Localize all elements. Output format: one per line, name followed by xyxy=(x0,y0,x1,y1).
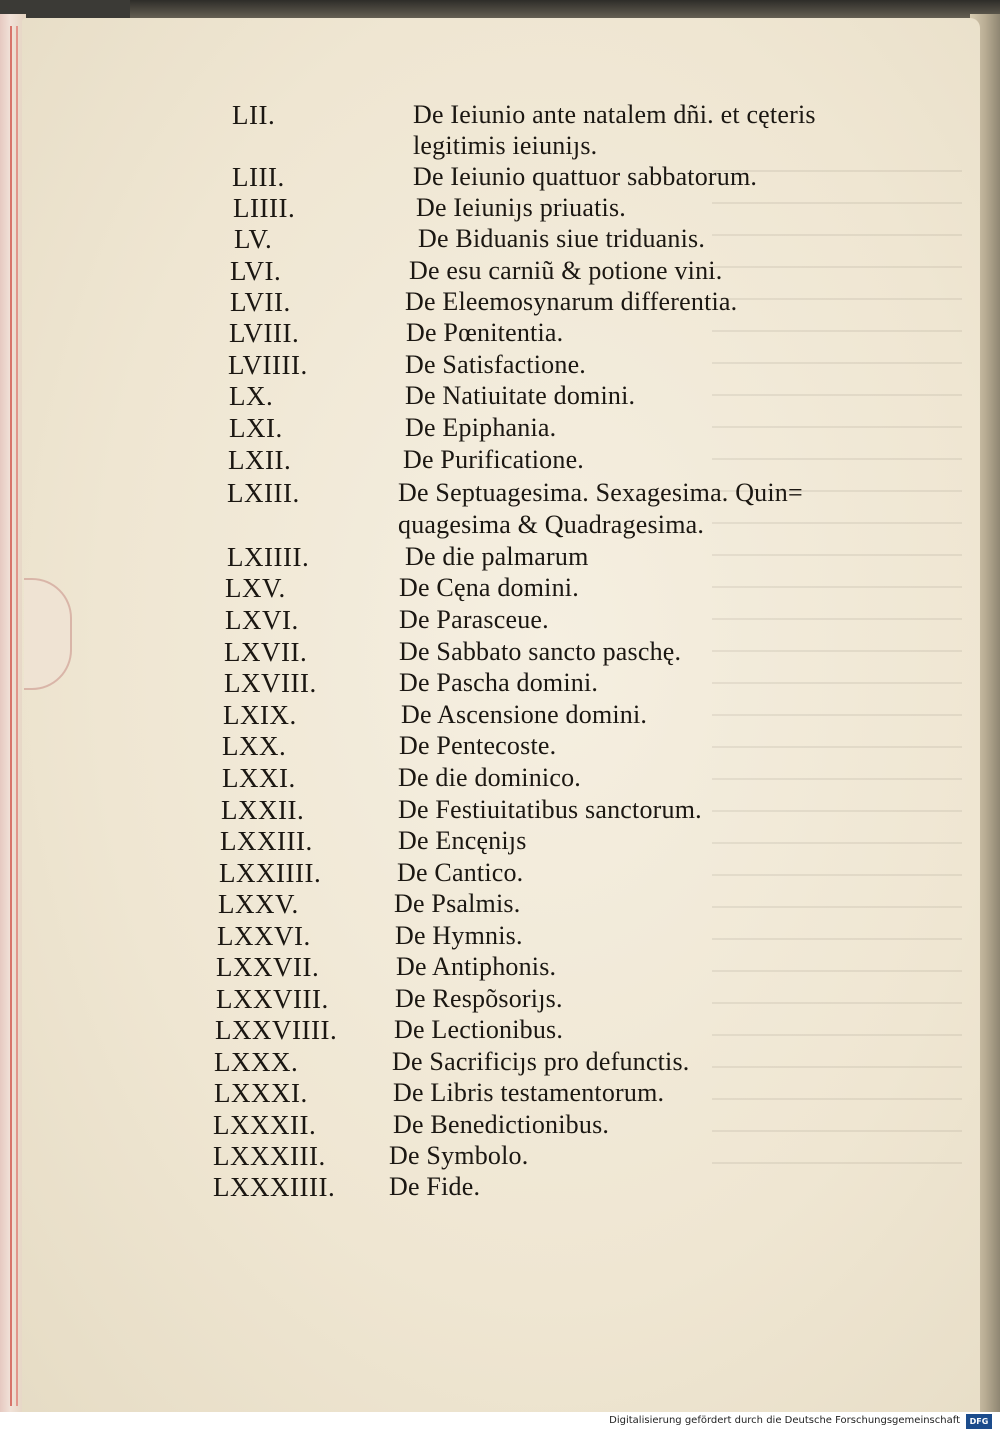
entry-number: LXXIIII. xyxy=(219,858,322,888)
entry-title: De Pentecoste. xyxy=(399,731,557,760)
entry-title: De Ieiunio quattuor sabbatorum. xyxy=(413,162,758,191)
dfg-logo: DFG xyxy=(966,1414,992,1429)
entry-number: LXII. xyxy=(228,445,292,475)
entry-title: De Pœnitentia. xyxy=(406,318,564,347)
entry-title: De Sabbato sancto paschę. xyxy=(399,637,682,666)
entry-title: De Eleemosynarum differentia. xyxy=(405,287,738,316)
entry-number: LIIII. xyxy=(233,193,296,223)
entry-title: De Lectionibus. xyxy=(394,1015,564,1044)
entry-title: De Encęniȷs xyxy=(398,826,527,855)
entry-title: De Fide. xyxy=(389,1172,481,1201)
entry-title: De Libris testamentorum. xyxy=(393,1078,665,1107)
entry-number: LV. xyxy=(234,224,273,254)
entry-number: LIII. xyxy=(232,162,285,192)
entry-number: LXXXIII. xyxy=(213,1141,326,1171)
entry-title: De Benedictionibus. xyxy=(393,1110,610,1139)
entry-title: quagesima & Quadragesima. xyxy=(398,510,705,539)
entry-number: LXIII. xyxy=(227,478,300,508)
entry-number: LXXX. xyxy=(214,1047,299,1077)
entry-title: De Cantico. xyxy=(397,858,524,887)
entry-number: LXXVI. xyxy=(217,921,311,951)
entry-number: LXI. xyxy=(229,413,283,443)
entry-title: De Ascensione domini. xyxy=(401,700,648,729)
entry-title: De die dominico. xyxy=(398,763,581,792)
entry-number: LXIIII. xyxy=(227,542,310,572)
entry-number: LXXII. xyxy=(221,795,305,825)
entry-number: LXXXII. xyxy=(213,1110,317,1140)
entry-title: De Purificatione. xyxy=(403,445,585,474)
footer-credit: Digitalisierung gefördert durch die Deutsche Forschungsgemeinschaft xyxy=(609,1415,960,1426)
entry-number: LVI. xyxy=(230,256,282,286)
entry-title: De Symbolo. xyxy=(389,1141,529,1170)
entry-number: LXV. xyxy=(225,573,286,603)
entry-title: De Cęna domini. xyxy=(399,573,579,602)
entry-number: LVII. xyxy=(230,287,291,317)
entry-title: De Festiuitatibus sanctorum. xyxy=(398,795,702,824)
entry-number: LXXVIIII. xyxy=(215,1015,338,1045)
entry-title: De Antiphonis. xyxy=(396,952,557,981)
entry-title: De Sacrificiȷs pro defunctis. xyxy=(392,1047,690,1076)
entry-number: LXXVII. xyxy=(216,952,320,982)
entry-number: LXVI. xyxy=(225,605,299,635)
entry-title: De Epiphania. xyxy=(405,413,557,442)
entry-title: legitimis ieiuniȷs. xyxy=(413,131,598,160)
entry-title: De Ieiuniȷs priuatis. xyxy=(416,193,626,222)
entry-title: De Biduanis siue triduanis. xyxy=(418,224,706,253)
entry-number: LVIII. xyxy=(229,318,300,348)
entry-number: LXXVIII. xyxy=(216,984,329,1014)
entry-number: LXXV. xyxy=(218,889,299,919)
entry-title: De Parasceue. xyxy=(399,605,549,634)
entry-number: LXVII. xyxy=(224,637,308,667)
entry-number: LXXXI. xyxy=(214,1078,308,1108)
entry-title: De esu carniũ & potione vini. xyxy=(409,256,723,285)
entry-title: De Psalmis. xyxy=(394,889,521,918)
entry-number: LXVIII. xyxy=(224,668,317,698)
entry-number: LII. xyxy=(232,100,276,130)
entry-number: LVIIII. xyxy=(228,350,308,380)
entry-number: LXX. xyxy=(222,731,287,761)
entry-title: De Satisfactione. xyxy=(405,350,587,379)
entry-title: De Ieiunio ante natalem dñi. et cęteris xyxy=(413,100,816,129)
entry-number: LXIX. xyxy=(223,700,297,730)
entry-title: De Respõsoriȷs. xyxy=(395,984,563,1013)
entry-title: De Natiuitate domini. xyxy=(405,381,636,410)
entry-title: De Hymnis. xyxy=(395,921,523,950)
entry-number: LXXXIIII. xyxy=(213,1172,336,1202)
entry-title: De die palmarum xyxy=(405,542,589,571)
entry-title: De Pascha domini. xyxy=(399,668,599,697)
entry-number: LXXI. xyxy=(222,763,296,793)
entry-number: LX. xyxy=(229,381,274,411)
entry-number: LXXIII. xyxy=(220,826,313,856)
entry-title: De Septuagesima. Sexagesima. Quin= xyxy=(398,478,803,507)
